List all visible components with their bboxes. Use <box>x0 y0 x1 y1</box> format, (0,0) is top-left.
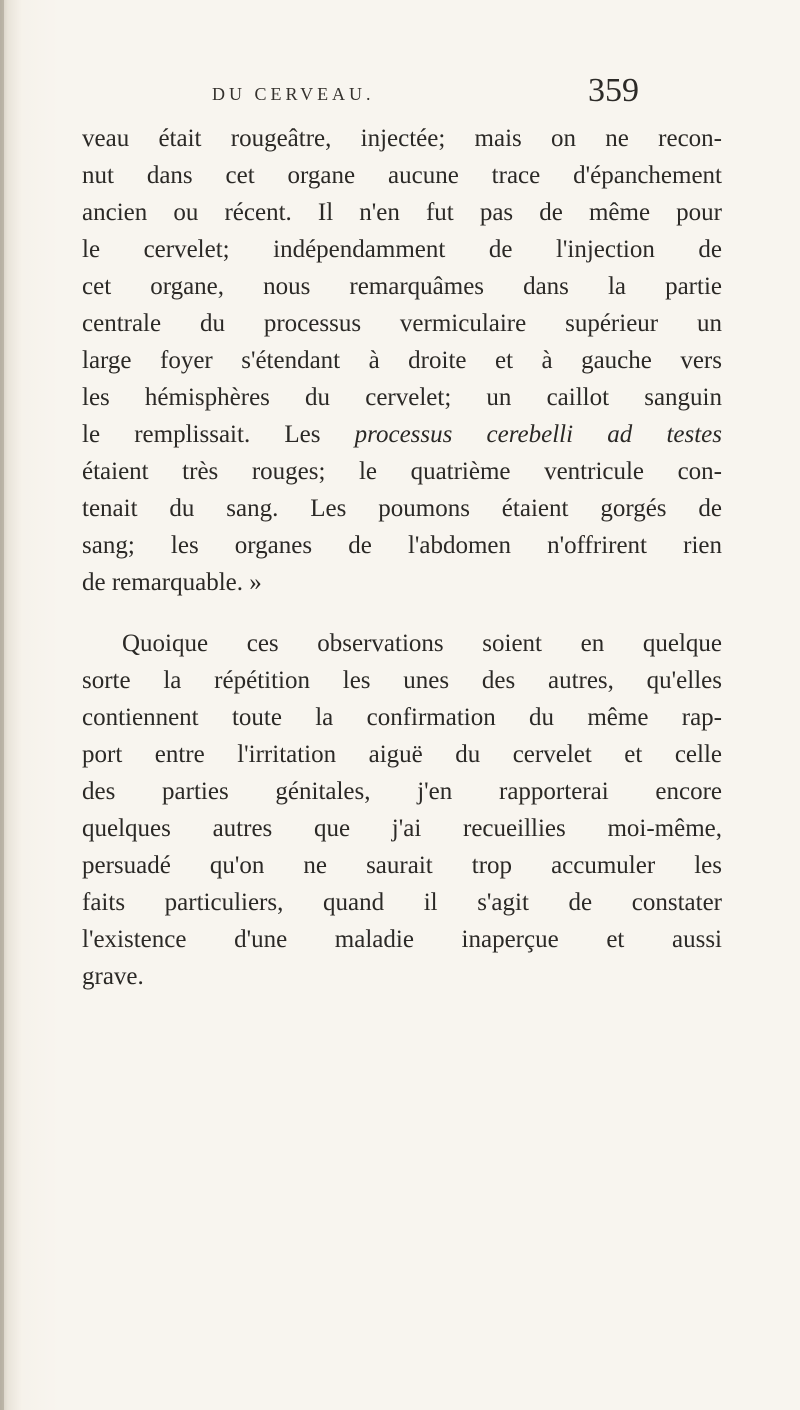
text-line: contiennent toute la confirmation du même rap- <box>82 704 722 731</box>
text-line: port entre l'irritation aiguë du cervelet et celle <box>82 741 722 768</box>
paragraph-1 <box>82 120 722 601</box>
text-line: nut dans cet organe aucune trace d'épanchement <box>82 162 722 189</box>
text-line: cet organe, nous remarquâmes dans la partie <box>82 273 722 300</box>
text-line: large foyer s'étendant à droite et à gauche vers <box>82 347 722 374</box>
body-text <box>82 120 722 995</box>
text-line: sang; les organes de l'abdomen n'offrirent rien <box>82 532 722 559</box>
text-line: grave. <box>82 963 144 990</box>
text-line: Quoique ces observations soient en quelque <box>122 630 722 657</box>
text-line: centrale du processus vermiculaire supérieur un <box>82 310 722 337</box>
text-line: veau était rougeâtre, injectée; mais on ne recon- <box>82 125 722 152</box>
text-line: étaient très rouges; le quatrième ventricule con- <box>82 458 722 485</box>
running-head: DU CERVEAU. <box>212 84 375 104</box>
text-line: ancien ou récent. Il n'en fut pas de même pour <box>82 199 722 226</box>
text-line: quelques autres que j'ai recueillies moi-même, <box>82 815 722 842</box>
page-header <box>0 72 800 116</box>
italic-latin-term: processus cerebelli ad testes <box>354 421 722 448</box>
paragraph-gap <box>82 601 722 625</box>
paragraph-2 <box>82 625 722 995</box>
text-line-with-italic <box>82 416 722 453</box>
page-number: 359 <box>588 72 639 109</box>
text-line: des parties génitales, j'en rapporterai encore <box>82 778 722 805</box>
text-line: les hémisphères du cervelet; un caillot sanguin <box>82 384 722 411</box>
text-line: l'existence d'une maladie inaperçue et aussi <box>82 926 722 953</box>
text-line: de remarquable. » <box>82 569 262 596</box>
text-line: persuadé qu'on ne saurait trop accumuler les <box>82 852 722 879</box>
text-line: le cervelet; indépendamment de l'injection de <box>82 236 722 263</box>
line-lead-text: le remplissait. Les <box>82 421 355 448</box>
text-line: sorte la répétition les unes des autres, qu'elles <box>82 667 722 694</box>
text-line: faits particuliers, quand il s'agit de constater <box>82 889 722 916</box>
page-gutter <box>0 0 4 1410</box>
text-line: tenait du sang. Les poumons étaient gorgés de <box>82 495 722 522</box>
